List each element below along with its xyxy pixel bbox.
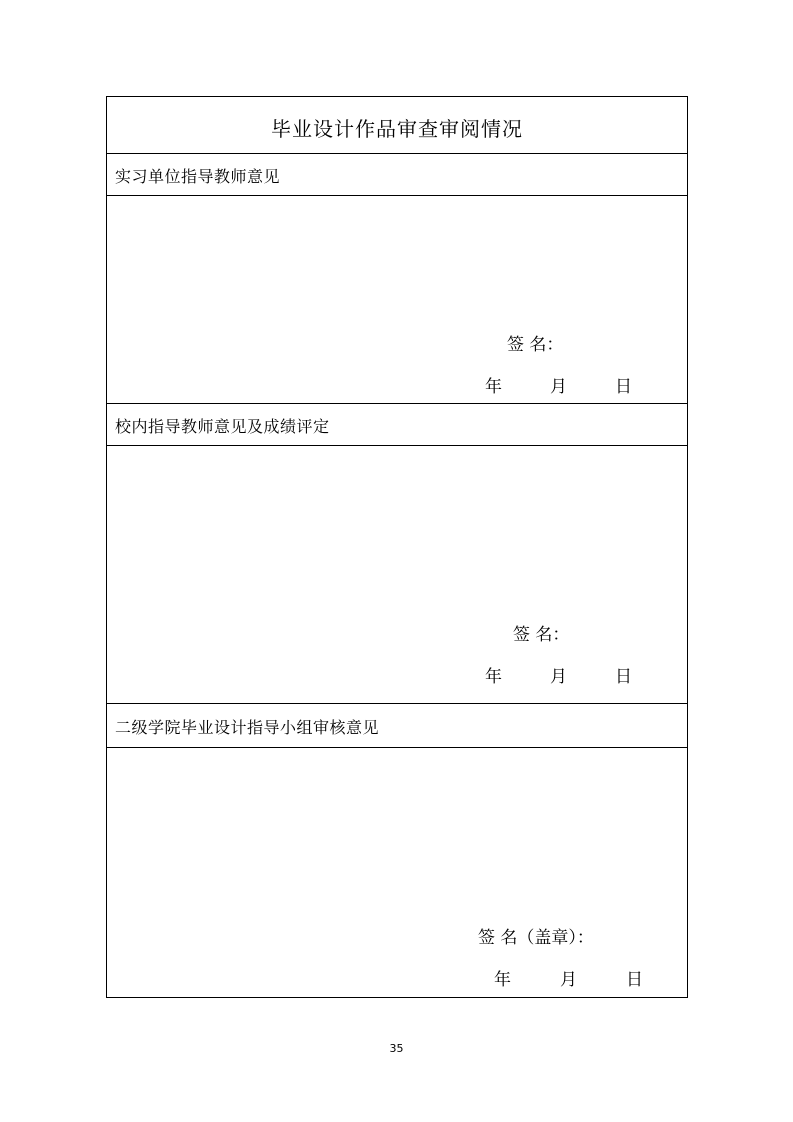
date-day-label: 日	[615, 667, 632, 687]
date-year-label: 年	[485, 377, 502, 397]
section-title-internship-teacher: 实习单位指导教师意见	[115, 167, 281, 186]
date-month-label: 月	[560, 970, 577, 990]
date-year-label: 年	[485, 667, 502, 687]
section-title-college-group: 二级学院毕业设计指导小组审核意见	[115, 718, 380, 737]
opinion-area-school-teacher[interactable]	[107, 446, 687, 704]
section-title-school-teacher: 校内指导教师意见及成绩评定	[115, 417, 330, 436]
signature-label-internship-teacher: 签 名：	[507, 335, 564, 355]
date-month-label: 月	[550, 377, 567, 397]
signature-label-school-teacher: 签 名：	[513, 625, 570, 645]
section-header-college-group	[107, 704, 687, 748]
opinion-area-internship-teacher[interactable]	[107, 196, 687, 404]
opinion-area-college-group[interactable]	[107, 748, 687, 997]
review-form-table	[106, 96, 688, 998]
date-day-label: 日	[626, 970, 643, 990]
section-header-school-teacher	[107, 404, 687, 446]
signature-seal-label-college-group: 签 名（盖章）：	[478, 928, 594, 948]
page-number: 35	[389, 1042, 404, 1055]
section-header-internship-teacher	[107, 154, 687, 196]
form-title: 毕业设计作品审查审阅情况	[271, 117, 523, 141]
date-day-label: 日	[615, 377, 632, 397]
form-title-row	[107, 97, 687, 154]
date-month-label: 月	[550, 667, 567, 687]
date-year-label: 年	[494, 970, 511, 990]
